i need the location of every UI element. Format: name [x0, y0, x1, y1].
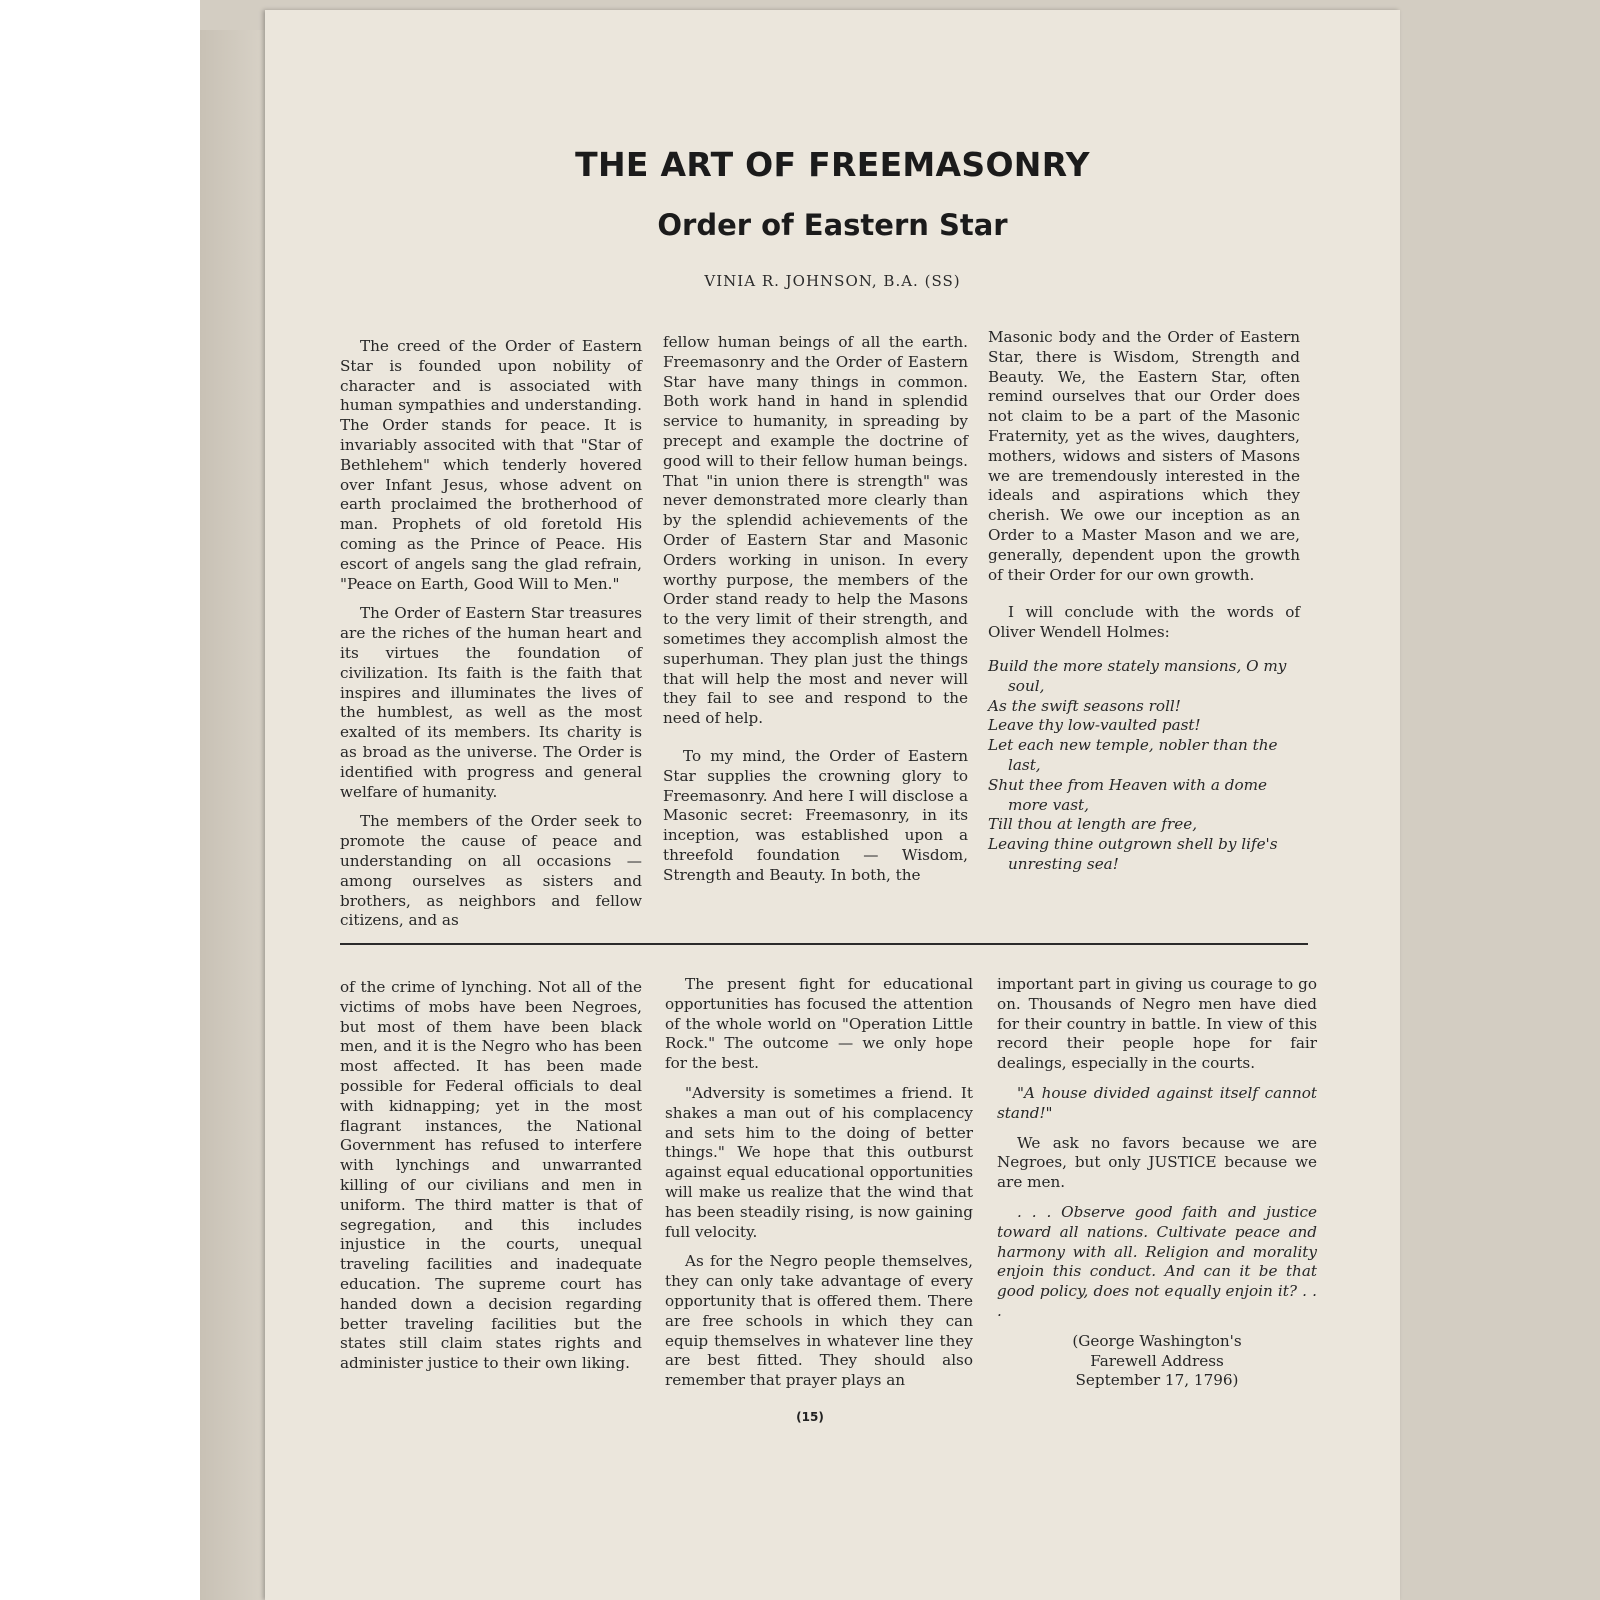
poem-line: Let each new temple, nobler than the last, [988, 736, 1278, 774]
paragraph: I will conclude with the words of Oliver Wendell Holmes: [988, 603, 1300, 642]
citation-line: Farewell Address [1090, 1351, 1224, 1370]
upper-column-1 [340, 337, 642, 941]
paragraph: The Order of Eastern Star treasures are the riches of the human heart and its virtues the foundation of civilization. Its faith is the faith that inspires and illuminates the lives of the humblest, as well as the most exalted of its members. Its charity is as broad as the universe. The Order is identified with progress and general welfare of humanity. [340, 604, 642, 801]
poem-line: As the swift seasons roll! [988, 696, 1181, 715]
poem-line: Leaving thine outgrown shell by life's unresting sea! [988, 835, 1278, 873]
lower-column-2 [665, 975, 973, 1401]
left-page-edge [200, 30, 270, 1600]
poem-line: Shut thee from Heaven with a dome more vast, [988, 775, 1268, 814]
lower-column-1 [340, 978, 642, 1384]
paragraph: of the crime of lynching. Not all of the victims of mobs have been Negroes, but most of them have been black men, and it is the Negro who has been most affected. It has been made possible for Federal officials to deal with kidnapping; yet in the most flagrant instances, the National Government has refused to interfere with lynchings and unwarranted killing of our civilians and men in uniform. The third matter is that of segregation, and this includes injustice in the courts, unequal traveling facilities and inadequate education. The supreme court has handed down a decision regarding better traveling facilities but the states still claim states rights and administer justice to their own liking. [340, 978, 642, 1373]
page-number: (15) [796, 1410, 824, 1424]
paragraph: As for the Negro people themselves, they can only take advantage of every opportunity that is offered them. There are free schools in which they can equip themselves in whatever line they are best fitted. They should also remember that prayer plays an [665, 1252, 973, 1390]
poem-line: Leave thy low-vaulted past! [988, 716, 1201, 735]
citation-line: (George Washington's [1072, 1331, 1242, 1350]
lower-column-3 [997, 975, 1317, 1391]
poem-line: Build the more stately mansions, O my soul, [988, 656, 1287, 695]
paragraph: We ask no favors because we are Negroes, but only JUSTICE because we are men. [997, 1133, 1317, 1192]
quote-washington: . . . Observe good faith and justice toward all nations. Cultivate peace and harmony with all. Religion and morality enjoin this conduct. And can it be that good policy, does not equally enjoin it? . . . [997, 1202, 1317, 1320]
quote-lincoln: "A house divided against itself cannot stand!" [997, 1083, 1317, 1122]
paragraph: Masonic body and the Order of Eastern Star, there is Wisdom, Strength and Beauty. We, the Eastern Star, often remind ourselves that our Order does not claim to be a part of the Masonic Fraternity, yet as the wives, daughters, mothers, widows and sisters of Masons we are tremendously interested in the ideals and aspirations which they cherish. We owe our inception as an Order to a Master Mason and we are, generally, dependent upon the growth of their Order for our own growth. [988, 328, 1300, 584]
paragraph: fellow human beings of all the earth. Freemasonry and the Order of Eastern Star have many things in common. Both work hand in hand in splendid service to humanity, in spreading by precept and example the doctrine of good will to their fellow human beings. That "in union there is strength" was never demonstrated more clearly than by the splendid achievements of the Order of Eastern Star and Masonic Orders working in unison. In every worthy purpose, the members of the Order stand ready to help the Masons to the very limit of their strength, and sometimes they accomplish almost the superhuman. They plan just the things that will help the most and never will they fail to see and respond to the need of help. [663, 333, 968, 728]
article-title: THE ART OF FREEMASONRY [575, 145, 1090, 184]
paragraph: The members of the Order seek to promote the cause of peace and understanding on all occasions — among ourselves as sisters and brothers, as neighbors and fellow citizens, and as [340, 812, 642, 930]
citation-line: September 17, 1796) [1075, 1371, 1239, 1390]
article-subtitle: Order of Eastern Star [657, 208, 1008, 242]
magazine-page [265, 10, 1400, 1600]
paragraph: "Adversity is sometimes a friend. It shakes a man out of his complacency and sets him to the doing of better things." We hope that this outburst against equal educational opportunities will make us realize that the wind that has been steadily rising, is now gaining full velocity. [665, 1083, 973, 1241]
upper-column-3 [988, 328, 1300, 875]
section-divider [340, 943, 1308, 945]
poem [988, 657, 1300, 875]
paragraph: The present fight for educational opportunities has focused the attention of the whole world on "Operation Little Rock." The outcome — we only hope for the best. [665, 975, 973, 1073]
author-byline: VINIA R. JOHNSON, B.A. (SS) [704, 272, 961, 290]
paragraph: important part in giving us courage to go on. Thousands of Negro men have died for their country in battle. In view of this record their people hope for fair dealings, especially in the courts. [997, 975, 1317, 1073]
citation [997, 1332, 1317, 1391]
paragraph: To my mind, the Order of Eastern Star supplies the crowning glory to Freemasonry. And here I will disclose a Masonic secret: Freemasonry, in its inception, was established upon a threefold foundation — Wisdom, Strength and Beauty. In both, the [663, 746, 968, 884]
poem-line: Till thou at length are free, [988, 815, 1198, 834]
upper-column-2 [663, 333, 968, 896]
paragraph: The creed of the Order of Eastern Star is founded upon nobility of character and is associated with human sympathies and understanding. The Order stands for peace. It is invariably associted with that "Star of Bethlehem" which tenderly hovered over Infant Jesus, whose advent on earth proclaimed the brotherhood of man. Prophets of old foretold His coming as the Prince of Peace. His escort of angels sang the glad refrain, "Peace on Earth, Good Will to Men." [340, 337, 642, 593]
